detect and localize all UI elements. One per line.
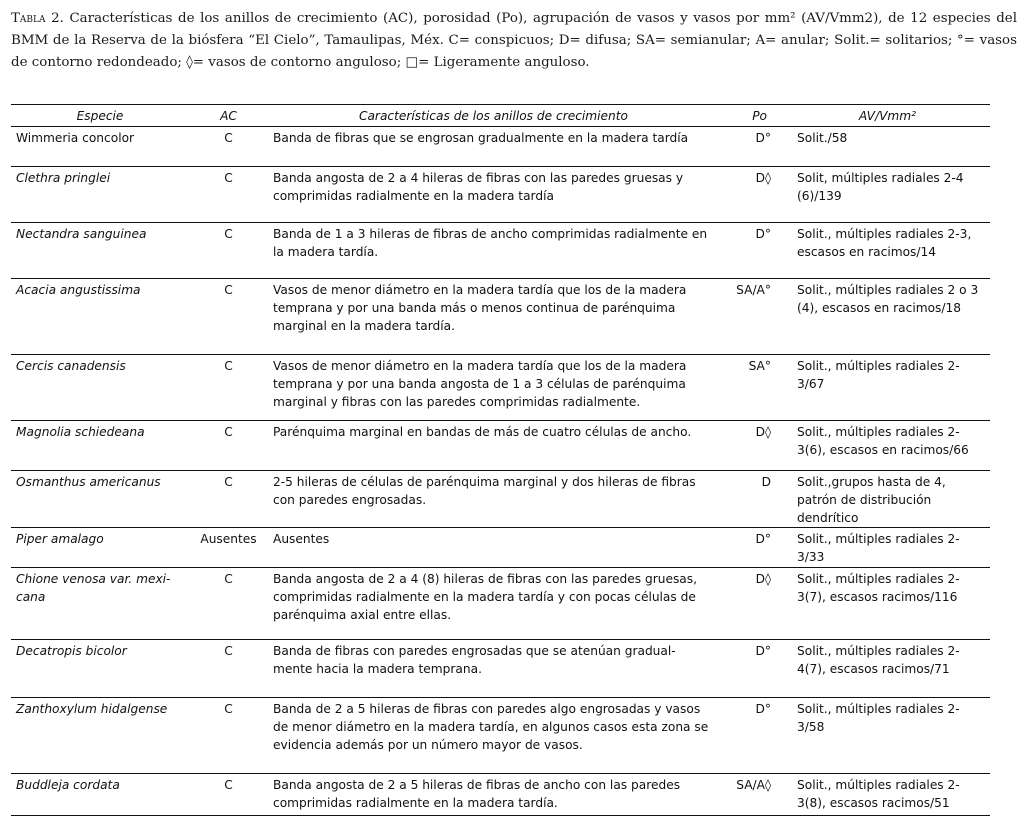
- species-cell: Piper amalago: [11, 528, 189, 568]
- table-row: [11, 774, 990, 816]
- vessel-grouping-cell: Solit./58: [785, 127, 990, 167]
- porosity-cell: D°: [719, 127, 785, 167]
- porosity-cell: D°: [719, 528, 785, 568]
- porosity-cell: D◊: [719, 568, 785, 640]
- porosity-cell: SA°: [719, 355, 785, 421]
- vessel-grouping-cell: Solit., múltiples radiales 2 o 3 (4), escasos en racimos/18: [785, 279, 990, 355]
- table-caption: [11, 8, 1017, 74]
- vessel-grouping-cell: Solit, múltiples radiales 2-4 (6)/139: [785, 167, 990, 223]
- table-row: [11, 421, 990, 471]
- header-ac: AC: [189, 105, 268, 127]
- ac-cell: C: [189, 568, 268, 640]
- ac-cell: C: [189, 774, 268, 816]
- characteristics-cell: Banda angosta de 2 a 4 (8) hileras de fibras con las paredes gruesas, comprimidas radialmente en la madera tardía y con pocas células de parénquima axial entre ellas.: [268, 568, 719, 640]
- table-row: [11, 471, 990, 528]
- species-cell: Clethra pringlei: [11, 167, 189, 223]
- ac-cell: C: [189, 640, 268, 698]
- characteristics-cell: Parénquima marginal en bandas de más de cuatro células de ancho.: [268, 421, 719, 471]
- ac-cell: C: [189, 279, 268, 355]
- vessel-grouping-cell: Solit., múltiples radiales 2-3/58: [785, 698, 990, 774]
- species-cell: Magnolia schiedeana: [11, 421, 189, 471]
- vessel-grouping-cell: Solit., múltiples radiales 2-3/33: [785, 528, 990, 568]
- characteristics-cell: Vasos de menor diámetro en la madera tardía que los de la madera temprana y por una banda angosta de 1 a 3 células de parénquima marginal y fibras con las paredes comprimidas radialmente.: [268, 355, 719, 421]
- species-cell: Decatropis bicolor: [11, 640, 189, 698]
- ac-cell: C: [189, 698, 268, 774]
- vessel-grouping-cell: Solit., múltiples radiales 2-3/67: [785, 355, 990, 421]
- vessel-grouping-cell: Solit., múltiples radiales 2-3, escasos en racimos/14: [785, 223, 990, 279]
- ac-cell: Ausentes: [189, 528, 268, 568]
- characteristics-cell: Ausentes: [268, 528, 719, 568]
- characteristics-cell: Banda de 2 a 5 hileras de fibras con paredes algo engrosadas y vasos de menor diámetro en la madera tardía, en algunos casos esta zona se evidencia además por un número mayor de vasos.: [268, 698, 719, 774]
- table-row: [11, 279, 990, 355]
- table-row: [11, 528, 990, 568]
- ac-cell: C: [189, 471, 268, 528]
- caption-text: Características de los anillos de crecimiento (AC), porosidad (Po), agrupación de vasos y vasos por mm² (AV/Vmm2), de 12 especies del BMM de la Reserva de la biósfera “El Cielo”, Tamaulipas, Méx. C= conspicuos; D= difusa; SA= semianular; A= anular; Solit.= solitarios; °= vasos de contorno redondeado; ◊= vasos de contorno anguloso; □= Ligeramente anguloso.: [11, 11, 1017, 70]
- species-cell: Chione venosa var. mexi-cana: [11, 568, 189, 640]
- ac-cell: C: [189, 421, 268, 471]
- table-row: [11, 568, 990, 640]
- species-cell: Nectandra sanguinea: [11, 223, 189, 279]
- growth-rings-table: [11, 104, 990, 816]
- header-av: AV/Vmm²: [785, 105, 990, 127]
- characteristics-cell: Banda de 1 a 3 hileras de fibras de ancho comprimidas radialmente en la madera tardía.: [268, 223, 719, 279]
- species-cell: Cercis canadensis: [11, 355, 189, 421]
- table-row: [11, 127, 990, 167]
- header-po: Po: [719, 105, 785, 127]
- vessel-grouping-cell: Solit., múltiples radiales 2-3(8), escasos racimos/51: [785, 774, 990, 816]
- species-cell: Buddleja cordata: [11, 774, 189, 816]
- ac-cell: C: [189, 167, 268, 223]
- characteristics-cell: 2-5 hileras de células de parénquima marginal y dos hileras de fibras con paredes engrosadas.: [268, 471, 719, 528]
- table-row: [11, 698, 990, 774]
- vessel-grouping-cell: Solit.,grupos hasta de 4, patrón de distribución dendrítico: [785, 471, 990, 528]
- porosity-cell: D°: [719, 640, 785, 698]
- ac-cell: C: [189, 223, 268, 279]
- table-row: [11, 640, 990, 698]
- characteristics-cell: Vasos de menor diámetro en la madera tardía que los de la madera temprana y por una banda más o menos continua de parénquima marginal en la madera tardía.: [268, 279, 719, 355]
- characteristics-cell: Banda de fibras que se engrosan gradualmente en la madera tardía: [268, 127, 719, 167]
- table-row: [11, 223, 990, 279]
- ac-cell: C: [189, 355, 268, 421]
- species-cell: Wimmeria concolor: [11, 127, 189, 167]
- table-label: Tabla 2.: [11, 11, 64, 26]
- species-cell: Zanthoxylum hidalgense: [11, 698, 189, 774]
- porosity-cell: D◊: [719, 167, 785, 223]
- characteristics-cell: Banda angosta de 2 a 5 hileras de fibras de ancho con las paredes comprimidas radialmente en la madera tardía.: [268, 774, 719, 816]
- table-header-row: [11, 105, 990, 127]
- characteristics-cell: Banda angosta de 2 a 4 hileras de fibras con las paredes gruesas y comprimidas radialmente en la madera tardía: [268, 167, 719, 223]
- characteristics-cell: Banda de fibras con paredes engrosadas que se atenúan gradual-mente hacia la madera temprana.: [268, 640, 719, 698]
- header-especie: Especie: [11, 105, 189, 127]
- vessel-grouping-cell: Solit., múltiples radiales 2-3(7), escasos racimos/116: [785, 568, 990, 640]
- table-row: [11, 355, 990, 421]
- species-cell: Acacia angustissima: [11, 279, 189, 355]
- ac-cell: C: [189, 127, 268, 167]
- porosity-cell: D°: [719, 698, 785, 774]
- vessel-grouping-cell: Solit., múltiples radiales 2-4(7), escasos racimos/71: [785, 640, 990, 698]
- vessel-grouping-cell: Solit., múltiples radiales 2-3(6), escasos en racimos/66: [785, 421, 990, 471]
- species-cell: Osmanthus americanus: [11, 471, 189, 528]
- porosity-cell: SA/A◊: [719, 774, 785, 816]
- table-row: [11, 167, 990, 223]
- porosity-cell: D◊: [719, 421, 785, 471]
- porosity-cell: SA/A°: [719, 279, 785, 355]
- header-caracteristicas: Características de los anillos de crecimiento: [268, 105, 719, 127]
- porosity-cell: D°: [719, 223, 785, 279]
- porosity-cell: D: [719, 471, 785, 528]
